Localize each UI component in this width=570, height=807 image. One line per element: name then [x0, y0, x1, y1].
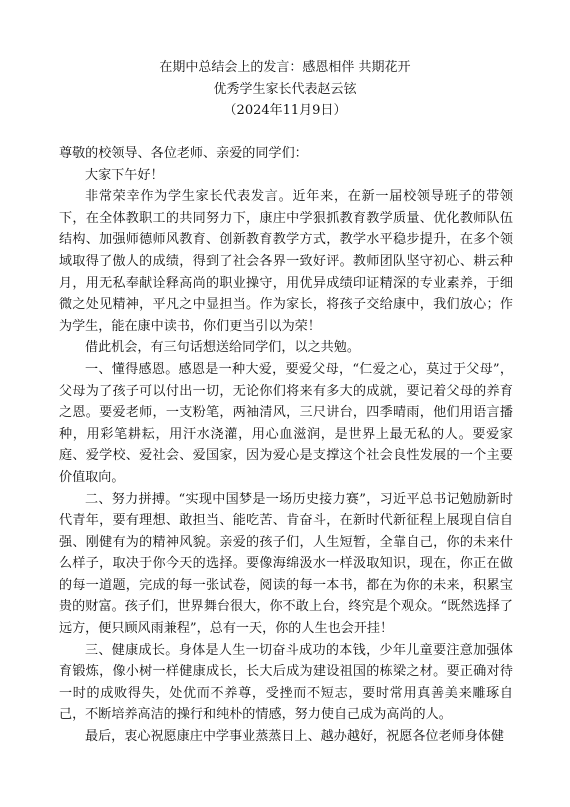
greeting: 大家下午好！ [85, 167, 164, 183]
paragraph-striving: 二、努力拼搏。“实现中国梦是一场历史接力赛”，习近平总书记勉励新时代青年，要有理想、敢担当、能吃苦、肯奋斗，在新时代新征程上展现自信自强、刚健有为的精神风貌。亲爱的孩子们，人生短暂，全靠自己，你的未来什么样子，取决于你今天的选择。要像海绵汲水一样汲取知识，现在，你正在做的每一道题，完成的每一张试卷，阅读的每一本书，都在为你的未来，积累宝贵的财富。孩子们，世界舞台很大，你不敢上台，终究是个观众。“既然选择了远方，便只顾风雨兼程”，总有一天，你的人生也会开挂！ [59, 491, 513, 637]
speech-title: 在期中总结会上的发言：感恩相伴 共期花开 [159, 60, 411, 75]
paragraph-intro: 非常荣幸作为学生家长代表发言。近年来，在新一届校领导班子的带领下，在全体教职工的共同努力下，康庄中学狠抓教育教学质量、优化教师队伍结构、加强师德师风教育、创新教育教学方式，教学水平稳步提升，在多个领域取得了傲人的成绩，得到了社会各界一致好评。教师团队坚守初心、耕云种月，用无私奉献诠释高尚的职业操守，用优异成绩印证精深的专业素养，于细微之处见精神，平凡之中显担当。作为家长，将孩子交给康中，我们放心；作为学生，能在康中读书，你们更当引以为荣！ [59, 189, 513, 334]
speaker-line: 优秀学生家长代表赵云铉 [213, 82, 357, 97]
salutation: 尊敬的校领导、各位老师、亲爱的同学们： [59, 146, 308, 161]
paragraph-transition: 借此机会，有三句话想送给同学们，以之共勉。 [85, 340, 360, 356]
speech-date: （2024年11月9日） [223, 103, 347, 118]
speech-body [59, 143, 513, 748]
paragraph-health: 三、健康成长。身体是人生一切奋斗成功的本钱，少年儿童要注意加强体育锻炼，像小树一样健康成长，长大后成为建设祖国的栋梁之材。要正确对待一时的成败得失，处优而不养尊，受挫而不短志，要时常用真善美来雕琢自己，不断培养高洁的操行和纯朴的情感，努力使自己成为高尚的人。 [59, 642, 513, 723]
paragraph-closing: 最后，衷心祝愿康庄中学事业蒸蒸日上、越办越好，祝愿各位老师身体健 [85, 729, 504, 745]
paragraph-gratitude: 一、懂得感恩。感恩是一种大爱，要爱父母，“仁爱之心，莫过于父母”，父母为了孩子可以付出一切，无论你们将来有多大的成就，要记着父母的养育之恩。要爱老师，一支粉笔，两袖清风，三尺讲台，四季晴雨，他们用语言播种，用彩笔耕耘，用汗水浇灌，用心血滋润，是世界上最无私的人。要爱家庭、爱学校、爱社会、爱国家，因为爱心是支撑这个社会良性发展的一个主要价值取向。 [59, 361, 513, 485]
